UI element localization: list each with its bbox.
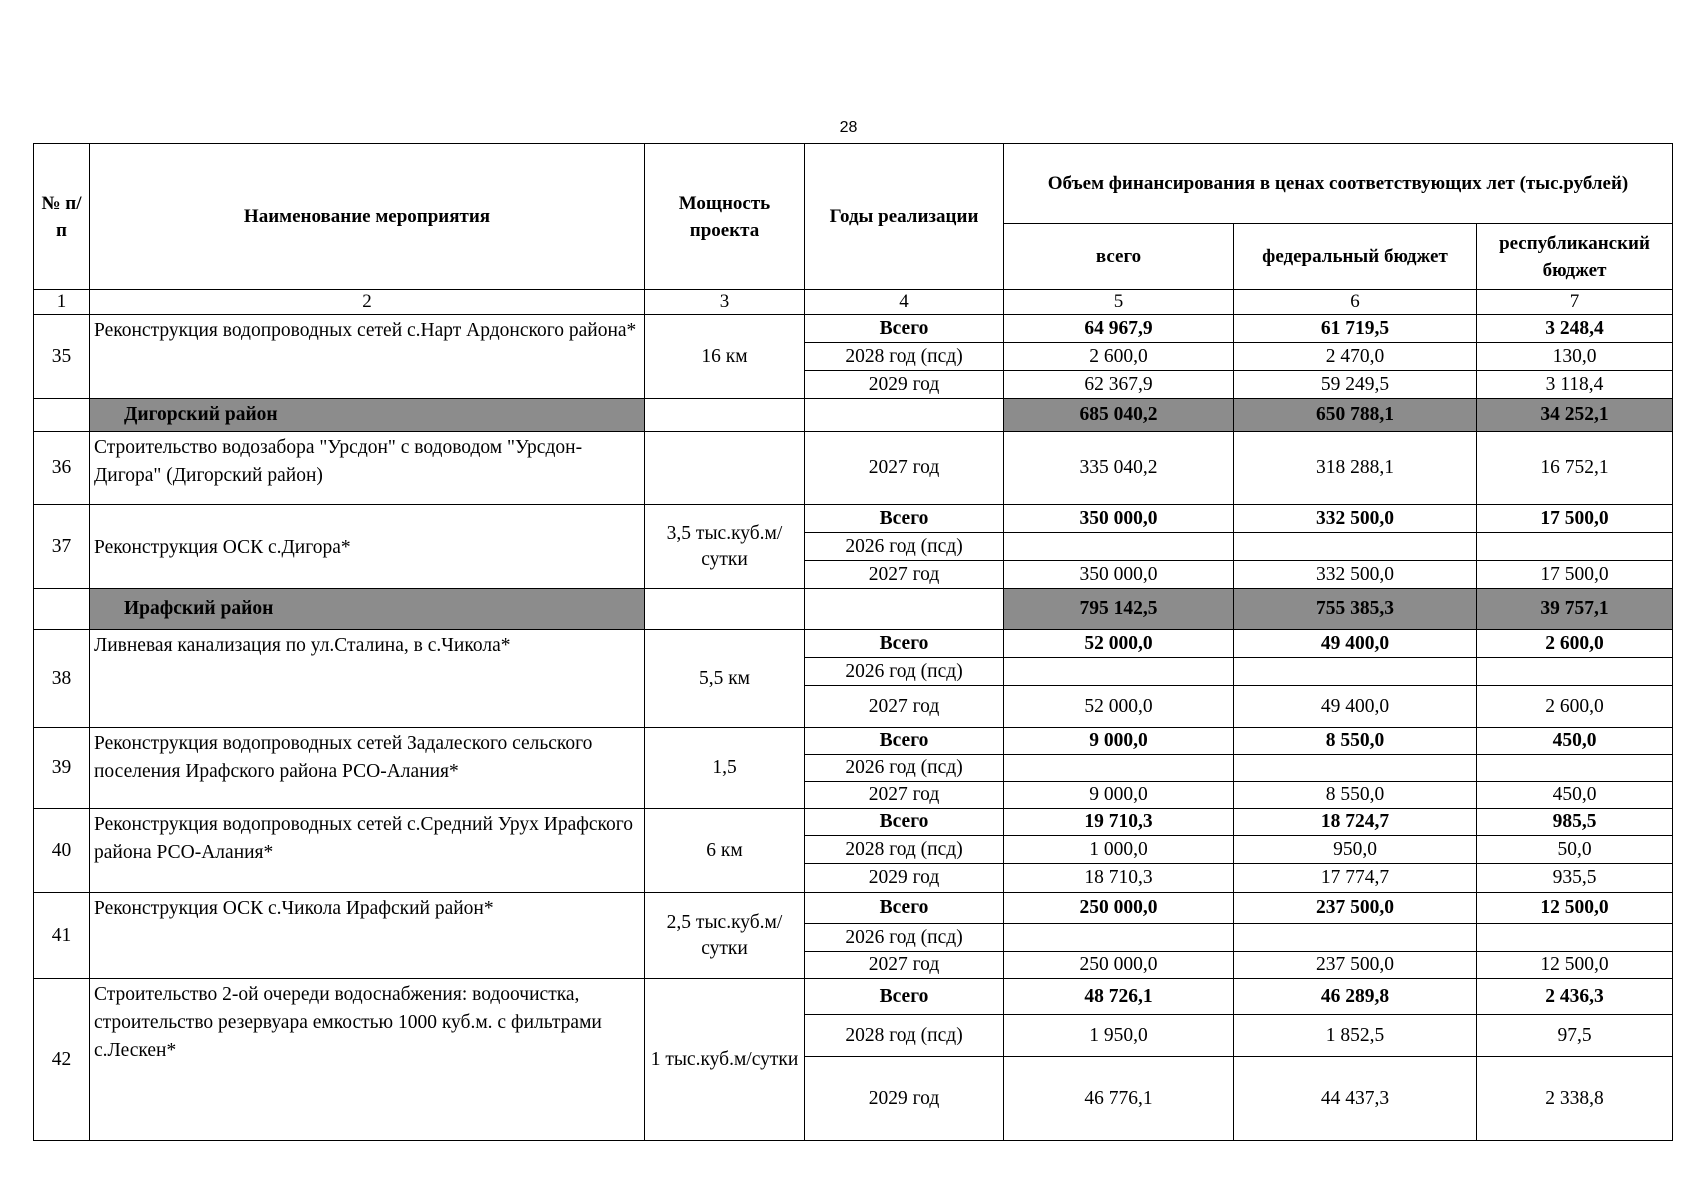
empty-cell bbox=[805, 589, 1004, 630]
total-cell: 18 710,3 bbox=[1004, 864, 1234, 893]
year-cell: Всего bbox=[805, 315, 1004, 343]
row-num: 40 bbox=[34, 809, 90, 893]
republic-cell: 450,0 bbox=[1477, 782, 1673, 809]
federal-cell: 59 249,5 bbox=[1234, 371, 1477, 399]
col-index: 5 bbox=[1004, 290, 1234, 315]
project-capacity bbox=[645, 432, 805, 505]
empty-cell bbox=[645, 399, 805, 432]
header-republic: республиканский бюджет bbox=[1477, 224, 1673, 290]
year-cell: 2029 год bbox=[805, 371, 1004, 399]
header-capacity: Мощность проекта bbox=[645, 144, 805, 290]
federal-cell: 8 550,0 bbox=[1234, 728, 1477, 755]
table-row bbox=[34, 315, 1673, 343]
year-cell: 2026 год (псд) bbox=[805, 533, 1004, 561]
row-num: 39 bbox=[34, 728, 90, 809]
row-num: 35 bbox=[34, 315, 90, 399]
page-number: 28 bbox=[839, 119, 858, 136]
year-cell: 2026 год (псд) bbox=[805, 658, 1004, 686]
col-index: 6 bbox=[1234, 290, 1477, 315]
row-num: 42 bbox=[34, 979, 90, 1141]
project-capacity: 1 тыс.куб.м/сутки bbox=[645, 979, 805, 1141]
federal-cell bbox=[1234, 533, 1477, 561]
district-total: 685 040,2 bbox=[1004, 399, 1234, 432]
empty-cell bbox=[34, 589, 90, 630]
total-cell: 1 000,0 bbox=[1004, 836, 1234, 864]
empty-cell bbox=[805, 399, 1004, 432]
table-row bbox=[34, 432, 1673, 505]
district-name: Дигорский район bbox=[90, 399, 645, 432]
header-years: Годы реализации bbox=[805, 144, 1004, 290]
project-name: Реконструкция водопроводных сетей с.Средний Урух Ирафского района РСО-Алания* bbox=[90, 809, 645, 893]
republic-cell: 985,5 bbox=[1477, 809, 1673, 836]
empty-cell bbox=[34, 399, 90, 432]
year-cell: 2028 год (псд) bbox=[805, 1015, 1004, 1057]
project-capacity: 1,5 bbox=[645, 728, 805, 809]
total-cell bbox=[1004, 755, 1234, 782]
table-row bbox=[34, 893, 1673, 924]
total-cell bbox=[1004, 924, 1234, 952]
row-num: 37 bbox=[34, 505, 90, 589]
total-cell: 62 367,9 bbox=[1004, 371, 1234, 399]
year-cell: 2028 год (псд) bbox=[805, 836, 1004, 864]
year-cell: 2027 год bbox=[805, 561, 1004, 589]
year-cell: 2027 год bbox=[805, 782, 1004, 809]
republic-cell bbox=[1477, 755, 1673, 782]
district-federal: 755 385,3 bbox=[1234, 589, 1477, 630]
federal-cell bbox=[1234, 755, 1477, 782]
header-financing: Объем финансирования в ценах соответствующих лет (тыс.рублей) bbox=[1004, 144, 1673, 224]
year-cell: Всего bbox=[805, 630, 1004, 658]
republic-cell: 935,5 bbox=[1477, 864, 1673, 893]
year-cell: Всего bbox=[805, 893, 1004, 924]
district-republic: 34 252,1 bbox=[1477, 399, 1673, 432]
republic-cell: 130,0 bbox=[1477, 343, 1673, 371]
year-cell: 2027 год bbox=[805, 686, 1004, 728]
federal-cell: 332 500,0 bbox=[1234, 561, 1477, 589]
federal-cell bbox=[1234, 924, 1477, 952]
row-num: 36 bbox=[34, 432, 90, 505]
federal-cell: 49 400,0 bbox=[1234, 686, 1477, 728]
year-cell: 2028 год (псд) bbox=[805, 343, 1004, 371]
republic-cell bbox=[1477, 658, 1673, 686]
project-name: Ливневая канализация по ул.Сталина, в с.Чикола* bbox=[90, 630, 645, 728]
year-cell: 2029 год bbox=[805, 864, 1004, 893]
republic-cell: 50,0 bbox=[1477, 836, 1673, 864]
project-name: Строительство 2-ой очереди водоснабжения: водоочистка, строительство резервуара емкостью 1000 куб.м. с фильтрами с.Лескен* bbox=[90, 979, 645, 1141]
republic-cell: 2 436,3 bbox=[1477, 979, 1673, 1015]
col-index: 1 bbox=[34, 290, 90, 315]
total-cell: 350 000,0 bbox=[1004, 561, 1234, 589]
total-cell: 46 776,1 bbox=[1004, 1057, 1234, 1141]
year-cell: 2027 год bbox=[805, 952, 1004, 979]
federal-cell: 49 400,0 bbox=[1234, 630, 1477, 658]
federal-cell: 8 550,0 bbox=[1234, 782, 1477, 809]
district-row bbox=[34, 589, 1673, 630]
republic-cell: 12 500,0 bbox=[1477, 893, 1673, 924]
financing-table bbox=[33, 143, 1673, 1141]
total-cell bbox=[1004, 533, 1234, 561]
federal-cell: 237 500,0 bbox=[1234, 893, 1477, 924]
total-cell: 9 000,0 bbox=[1004, 728, 1234, 755]
table-row bbox=[34, 728, 1673, 755]
total-cell: 52 000,0 bbox=[1004, 630, 1234, 658]
header-federal: федеральный бюджет bbox=[1234, 224, 1477, 290]
republic-cell bbox=[1477, 533, 1673, 561]
total-cell: 335 040,2 bbox=[1004, 432, 1234, 505]
republic-cell: 16 752,1 bbox=[1477, 432, 1673, 505]
republic-cell: 2 338,8 bbox=[1477, 1057, 1673, 1141]
project-capacity: 2,5 тыс.куб.м/сутки bbox=[645, 893, 805, 979]
total-cell bbox=[1004, 658, 1234, 686]
year-cell: 2029 год bbox=[805, 1057, 1004, 1141]
republic-cell: 12 500,0 bbox=[1477, 952, 1673, 979]
table-row bbox=[34, 809, 1673, 836]
total-cell: 1 950,0 bbox=[1004, 1015, 1234, 1057]
total-cell: 2 600,0 bbox=[1004, 343, 1234, 371]
col-index: 3 bbox=[645, 290, 805, 315]
republic-cell: 3 248,4 bbox=[1477, 315, 1673, 343]
republic-cell: 17 500,0 bbox=[1477, 561, 1673, 589]
year-cell: Всего bbox=[805, 505, 1004, 533]
year-cell: Всего bbox=[805, 809, 1004, 836]
republic-cell bbox=[1477, 924, 1673, 952]
total-cell: 48 726,1 bbox=[1004, 979, 1234, 1015]
district-name: Ирафский район bbox=[90, 589, 645, 630]
district-row bbox=[34, 399, 1673, 432]
table-row bbox=[34, 505, 1673, 533]
federal-cell: 46 289,8 bbox=[1234, 979, 1477, 1015]
republic-cell: 2 600,0 bbox=[1477, 686, 1673, 728]
district-total: 795 142,5 bbox=[1004, 589, 1234, 630]
republic-cell: 2 600,0 bbox=[1477, 630, 1673, 658]
republic-cell: 17 500,0 bbox=[1477, 505, 1673, 533]
col-index: 2 bbox=[90, 290, 645, 315]
header-name: Наименование мероприятия bbox=[90, 144, 645, 290]
federal-cell: 1 852,5 bbox=[1234, 1015, 1477, 1057]
project-name: Реконструкция ОСК с.Дигора* bbox=[90, 505, 645, 589]
total-cell: 64 967,9 bbox=[1004, 315, 1234, 343]
empty-cell bbox=[645, 589, 805, 630]
col-index: 4 bbox=[805, 290, 1004, 315]
project-name: Строительство водозабора "Урсдон" с водоводом "Урсдон-Дигора" (Дигорский район) bbox=[90, 432, 645, 505]
federal-cell: 237 500,0 bbox=[1234, 952, 1477, 979]
year-cell: Всего bbox=[805, 979, 1004, 1015]
republic-cell: 97,5 bbox=[1477, 1015, 1673, 1057]
project-capacity: 16 км bbox=[645, 315, 805, 399]
total-cell: 19 710,3 bbox=[1004, 809, 1234, 836]
republic-cell: 450,0 bbox=[1477, 728, 1673, 755]
table-row bbox=[34, 630, 1673, 658]
project-capacity: 5,5 км bbox=[645, 630, 805, 728]
project-name: Реконструкция водопроводных сетей с.Нарт Ардонского района* bbox=[90, 315, 645, 399]
year-cell: 2027 год bbox=[805, 432, 1004, 505]
header-num: № п/п bbox=[34, 144, 90, 290]
project-name: Реконструкция водопроводных сетей Задалеского сельского поселения Ирафского района РСО-Алания* bbox=[90, 728, 645, 809]
header-total: всего bbox=[1004, 224, 1234, 290]
federal-cell: 61 719,5 bbox=[1234, 315, 1477, 343]
federal-cell: 950,0 bbox=[1234, 836, 1477, 864]
year-cell: Всего bbox=[805, 728, 1004, 755]
total-cell: 250 000,0 bbox=[1004, 893, 1234, 924]
federal-cell: 18 724,7 bbox=[1234, 809, 1477, 836]
federal-cell: 2 470,0 bbox=[1234, 343, 1477, 371]
year-cell: 2026 год (псд) bbox=[805, 755, 1004, 782]
federal-cell: 17 774,7 bbox=[1234, 864, 1477, 893]
project-name: Реконструкция ОСК с.Чикола Ирафский район* bbox=[90, 893, 645, 979]
table-row bbox=[34, 979, 1673, 1015]
district-republic: 39 757,1 bbox=[1477, 589, 1673, 630]
total-cell: 350 000,0 bbox=[1004, 505, 1234, 533]
row-num: 41 bbox=[34, 893, 90, 979]
federal-cell: 332 500,0 bbox=[1234, 505, 1477, 533]
republic-cell: 3 118,4 bbox=[1477, 371, 1673, 399]
row-num: 38 bbox=[34, 630, 90, 728]
total-cell: 250 000,0 bbox=[1004, 952, 1234, 979]
project-capacity: 3,5 тыс.куб.м/сутки bbox=[645, 505, 805, 589]
col-index: 7 bbox=[1477, 290, 1673, 315]
total-cell: 52 000,0 bbox=[1004, 686, 1234, 728]
total-cell: 9 000,0 bbox=[1004, 782, 1234, 809]
federal-cell: 318 288,1 bbox=[1234, 432, 1477, 505]
column-index-row bbox=[34, 290, 1673, 315]
federal-cell: 44 437,3 bbox=[1234, 1057, 1477, 1141]
federal-cell bbox=[1234, 658, 1477, 686]
year-cell: 2026 год (псд) bbox=[805, 924, 1004, 952]
project-capacity: 6 км bbox=[645, 809, 805, 893]
district-federal: 650 788,1 bbox=[1234, 399, 1477, 432]
